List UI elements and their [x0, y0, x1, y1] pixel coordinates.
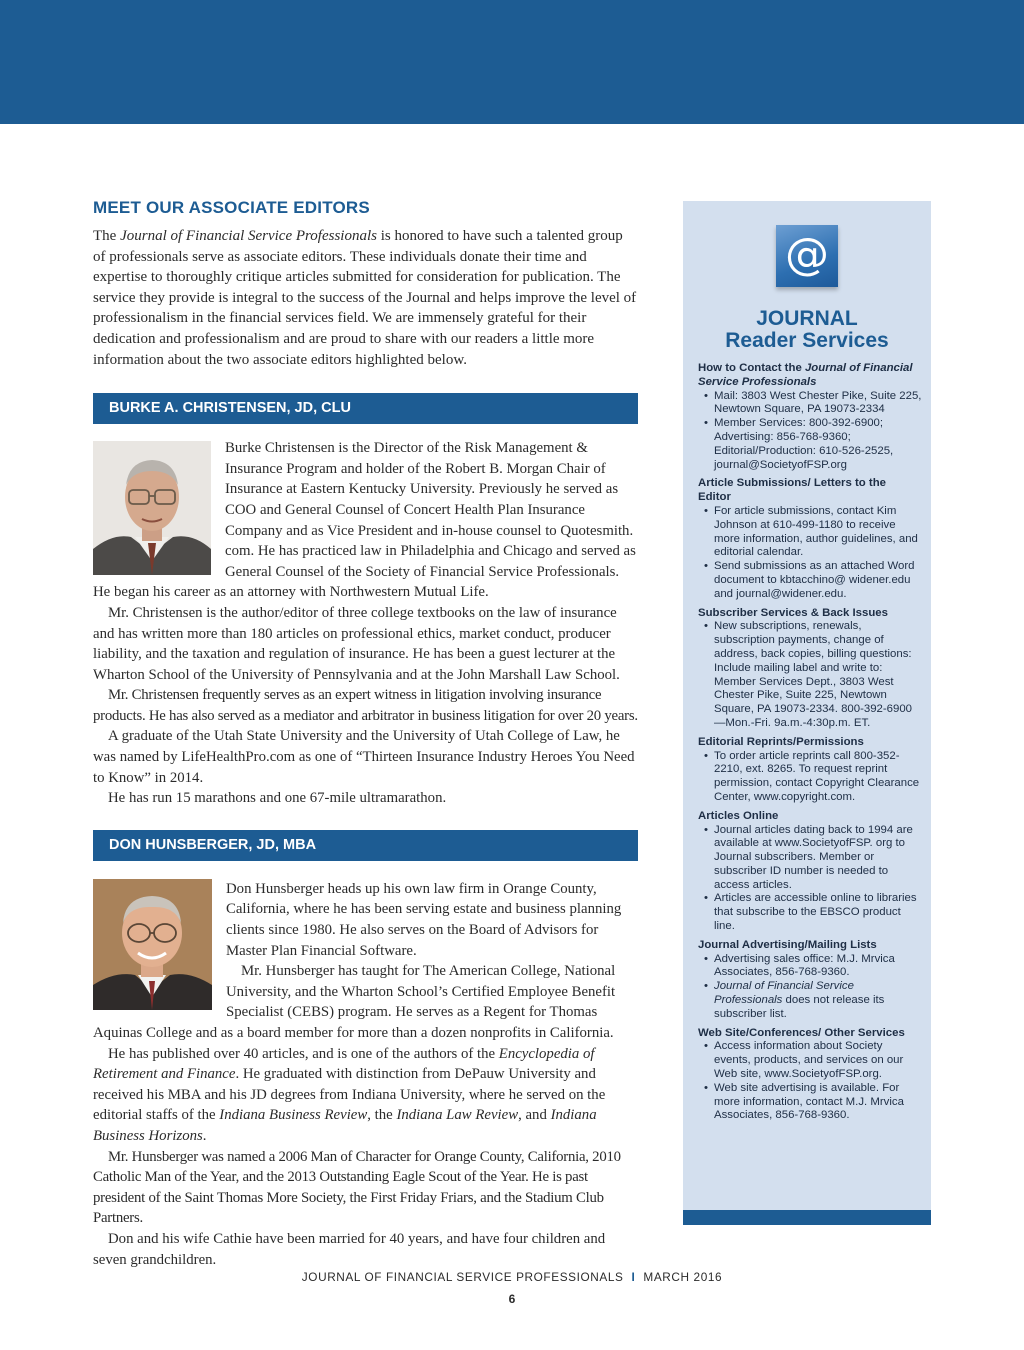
main-column — [93, 198, 638, 1270]
list-item: • Journal of Financial Service Professionals does not release its subscriber list. — [714, 980, 922, 1021]
list-item: • Advertising sales office: M.J. Mrvica Associates, 856-768-9360. — [714, 953, 922, 981]
footer-journal-name: JOURNAL OF FINANCIAL SERVICE PROFESSIONALS — [301, 1270, 624, 1284]
list-item: • Mail: 3803 West Chester Pike, Suite 225, Newtown Square, PA 19073-2334 — [714, 390, 922, 418]
online-heading: Articles Online — [698, 809, 779, 822]
list-item: • Journal articles dating back to 1994 are available at www.SocietyofFSP. org to Journal subscribers. Member or subscriber ID number is needed to access articles. — [714, 824, 922, 893]
editor-photo-christensen — [93, 441, 211, 575]
page-footer — [0, 1270, 1024, 1284]
online-list — [698, 824, 922, 934]
list-item: • New subscriptions, renewals, subscription payments, change of address, back copies, billing questions: Include mailing label and write to: Member Services Dept., 3803 West Chester Pike, Suite 225, Newtown Square, PA 19073-2334. 800-392-6900—Mon.-Fri. 9a.m.-4:30p.m. ET. — [714, 620, 922, 730]
subscriber-list — [698, 620, 922, 730]
intro-paragraph: The Journal of Financial Service Professionals is honored to have such a talented group of professionals serve as associate editors. These individuals donate their time and expertise to thoroughly critique articles submitted for consideration for publication. The service they provide is integral to the success of the Journal and helps improve the level of professionalism in the financial services field. We are immensely grateful for their dedication and professionalism and are proud to share with our readers a little more information about the two associate editors highlighted below. — [93, 228, 637, 368]
page-number: 6 — [508, 1292, 516, 1306]
advertising-heading: Journal Advertising/Mailing Lists — [698, 938, 877, 951]
editor-photo-hunsberger — [93, 879, 212, 1010]
web-heading: Web Site/Conferences/ Other Services — [698, 1026, 905, 1039]
footer-separator: I — [631, 1270, 636, 1284]
footer-date: MARCH 2016 — [643, 1270, 723, 1284]
list-item: • To order article reprints call 800-352-2210, ext. 8265. To request reprint permission, contact Copyright Clearance Center, www.copyright.com. — [714, 750, 922, 805]
contact-list — [698, 390, 922, 473]
list-item: • For article submissions, contact Kim Johnson at 610-499-1180 to receive more information, author guidelines, and editorial calendar. — [714, 505, 922, 560]
subscriber-heading: Subscriber Services & Back Issues — [698, 606, 888, 619]
list-item: • Send submissions as an attached Word document to kbtacchino@ widener.edu and journal@widener.edu. — [714, 560, 922, 601]
publication-title: Indiana Business Review — [219, 1107, 368, 1124]
reprints-list — [698, 750, 922, 805]
editor-bio-christensen: Burke Christensen is the Director of the Risk Management & Insurance Program and holder of the Robert B. Morgan Chair of Insurance at Eastern Kentucky University. Previously he served as COO and General Counsel of Concert Health Plan Insurance Company and as Vice President and in-house counsel to Quotesmith. com. He has practiced law in Philadelphia and Chicago and served as General Counsel of the Society of Financial Service Professionals. He began his career as an attorney with Northwestern Mutual Life. Mr. Christensen is the author/editor of three college textbooks on the law of insurance and has written more than 180 articles on professional ethics, market conduct, producer liability, and the taxation and regulation of insurance. He has been a guest lecturer at the Wharton School of the University of Pennsylvania and at the John Marshall Law School. Mr. Christensen frequently serves as an expert witness in litigation involving insurance products. He has also served as a mediator and arbitrator in business litigation for over 20 years. A graduate of the Utah State University and the University of Utah College of Law, he was named by LifeHealthPro.com as one of “Thirteen Insurance Industry Heroes You Need to Know” in 2014. He has run 15 marathons and one 67-mile ultramarathon. — [93, 440, 638, 807]
reprints-heading: Editorial Reprints/Permissions — [698, 735, 864, 748]
publication-title: Indiana Business Horizons — [93, 1107, 597, 1144]
submissions-list — [698, 505, 922, 602]
page-title: MEET OUR ASSOCIATE EDITORS — [93, 198, 370, 217]
header-band — [0, 0, 1024, 124]
advertising-list — [698, 953, 922, 1022]
list-item: • Web site advertising is available. For more information, contact M.J. Mrvica Associates, 856-768-9360. — [714, 1082, 922, 1123]
submissions-heading: Article Submissions/ Letters to the Editor — [698, 477, 886, 504]
sidebar-body — [698, 362, 922, 1123]
contact-heading: How to Contact the Journal of Financial Service Professionals — [698, 362, 913, 388]
at-sign-icon: @ — [776, 225, 838, 287]
web-list — [698, 1040, 922, 1123]
list-item: • Member Services: 800-392-6900; Advertising: 856-768-9360; Editorial/Production: 610-526-2525, journal@SocietyofFSP.org — [714, 417, 922, 472]
book-title: Encyclopedia of Retirement and Finance — [93, 1045, 595, 1083]
journal-title: Journal of Financial Service Professionals — [120, 228, 377, 244]
publication-title: Indiana Law Review — [396, 1107, 519, 1124]
editor-bio-hunsberger: Don Hunsberger heads up his own law firm in Orange County, California, where he has been serving estate and business planning clients since 1980. He also serves on the Board of Advisors for Master Plan Financial Software. Mr. Hunsberger has taught for The American College, National University, and the Wharton School’s Certified Employee Benefit Specialist (CEBS) program. He serves as a Regent for Thomas Aquinas College and as a board member for more than a dozen nonprofits in California. He has published over 40 articles, and is one of the authors of the Encyclopedia of Retirement and Finance. He graduated with distinction from DePauw University and received his MBA and his JD degrees from Indiana University, where he served on the editorial staffs of the Indiana Business Review, the Indiana Law Review, and Indiana Business Horizons. Mr. Hunsberger was named a 2006 Man of Character for Orange County, California, 2010 Catholic Man of the Year, and the 2013 Outstanding Eagle Scout of the Year. He is past president of the Saint Thomas More Society, the First Friday Friars, and the Stadium Club Partners. Don and his wife Cathie have been married for 40 years, and have four children and seven grandchildren. — [93, 880, 622, 1268]
list-item: • Articles are accessible online to libraries that subscribe to the EBSCO product line. — [714, 892, 922, 933]
editor-heading-hunsberger: DON HUNSBERGER, JD, MBA — [93, 830, 638, 861]
sidebar-title: JOURNAL Reader Services — [725, 307, 889, 352]
reader-services-sidebar — [683, 201, 931, 1225]
list-item: • Access information about Society events, products, and services on our Web site, www.SocietyofFSP.org. — [714, 1040, 922, 1081]
editor-heading-christensen: BURKE A. CHRISTENSEN, JD, CLU — [93, 393, 638, 424]
